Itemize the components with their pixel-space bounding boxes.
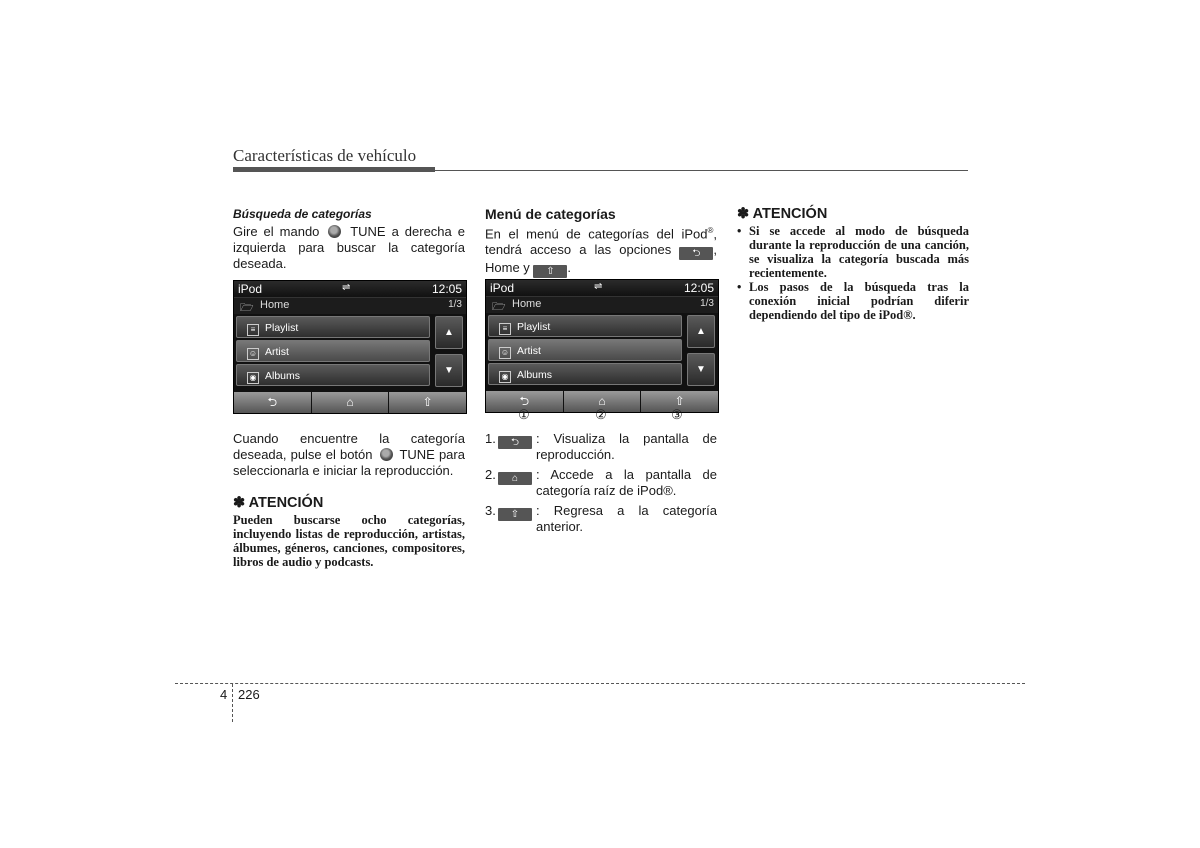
- row-label: Albums: [265, 370, 301, 382]
- scroll-up-button[interactable]: ▲: [687, 315, 715, 348]
- item-number: 1.: [485, 431, 496, 446]
- subtitle: Búsqueda de categorías: [233, 207, 372, 221]
- text: Gire el mando: [233, 224, 320, 239]
- folder-icon: 🗁: [240, 302, 254, 314]
- text: Home y: [485, 260, 530, 276]
- text: TUNE a derecha e izquierda para buscar la categoría deseada.: [233, 224, 465, 271]
- registered-mark: ®: [707, 226, 714, 235]
- back-icon: ⮌: [498, 436, 532, 449]
- screen-home-bar: [486, 296, 718, 313]
- text: En el menú de categorías del iPod: [485, 226, 708, 242]
- scroll-up-button[interactable]: ▲: [435, 316, 463, 349]
- text: .: [567, 260, 572, 276]
- home-button[interactable]: ⌂: [564, 391, 641, 412]
- row-label: Playlist: [517, 321, 551, 333]
- bullet-text: Si se accede al modo de búsqueda durante la reproducción de una canción, se visualiza la categoría buscada más recientemente.: [749, 224, 969, 280]
- callout-1: ①: [518, 407, 530, 422]
- item-text: : Visualiza la pantalla de reproducción.: [536, 431, 717, 462]
- list-item: [485, 467, 717, 499]
- up-folder-icon: ⇧: [533, 265, 567, 278]
- home-label: Home: [512, 298, 542, 310]
- section-heading: Menú de categorías: [485, 206, 616, 222]
- callout-3: ③: [671, 407, 683, 422]
- header-bar: [233, 167, 435, 172]
- clock: 12:05: [431, 282, 462, 296]
- page-header-title: Características de vehículo: [233, 146, 417, 165]
- text: ,: [713, 242, 717, 258]
- usb-icon: ⇌: [594, 281, 603, 292]
- list-item-albums[interactable]: [236, 364, 430, 386]
- scroll-down-button[interactable]: ▼: [435, 354, 463, 387]
- source-label: iPod: [490, 281, 515, 295]
- paragraph-2: [233, 431, 465, 479]
- up-folder-button[interactable]: ⇧: [389, 392, 466, 413]
- warning-bullet-1: [737, 224, 969, 280]
- back-icon: ⮌: [679, 247, 713, 260]
- section-number: 4: [220, 687, 228, 702]
- tune-knob-icon: [380, 448, 393, 461]
- warning-title: ✽ ATENCIÓN: [233, 495, 324, 511]
- legend-list: [485, 427, 717, 535]
- page-indicator: 1/3: [448, 299, 462, 310]
- warning-text: Pueden buscarse ocho categorías, incluyendo listas de reproducción, artistas, álbumes, géneros, canciones, compositores, libros de audio y podcasts.: [233, 513, 465, 569]
- row-label: Playlist: [265, 322, 299, 334]
- list-item-albums[interactable]: [488, 363, 682, 385]
- item-text: : Accede a la pantalla de categoría raíz de iPod®.: [536, 467, 717, 498]
- list-item-playlist[interactable]: [488, 315, 682, 337]
- column-2: [485, 206, 717, 278]
- page-number: 226: [238, 687, 260, 702]
- row-label: Albums: [517, 369, 553, 381]
- home-label: Home: [260, 299, 290, 311]
- usb-icon: ⇌: [342, 282, 351, 293]
- text: Cuando encuentre la categoría deseada, pulse el botón: [233, 431, 465, 462]
- album-icon: ◉: [499, 371, 511, 383]
- page-indicator: 1/3: [700, 298, 714, 309]
- footer-rule: [175, 683, 1025, 684]
- list-item: [485, 431, 717, 463]
- artist-icon: ☺: [248, 349, 258, 358]
- list-item: [485, 503, 717, 535]
- ipod-screen-left: [233, 280, 467, 414]
- home-button[interactable]: ⌂: [312, 392, 389, 413]
- screen-button-bar: [234, 392, 466, 413]
- back-button[interactable]: ⮌: [234, 392, 311, 413]
- up-folder-button[interactable]: ⇧: [641, 391, 718, 412]
- playlist-icon: ≡: [499, 323, 511, 335]
- paragraph-intro: [485, 223, 717, 278]
- folder-icon: 🗁: [492, 301, 506, 313]
- list-item-artist[interactable]: [236, 340, 430, 362]
- playlist-icon: ≡: [247, 324, 259, 336]
- up-folder-icon: ⇧: [498, 508, 532, 521]
- album-icon: ◉: [247, 372, 259, 384]
- bullet: •: [737, 224, 742, 238]
- list-item-artist[interactable]: [488, 339, 682, 361]
- item-text: : Regresa a la categoría anterior.: [536, 503, 717, 534]
- warning-bullet-2: [737, 280, 969, 322]
- row-label: Artist: [517, 345, 541, 357]
- back-button[interactable]: ⮌: [486, 391, 563, 412]
- home-icon: ⌂: [498, 472, 532, 485]
- column-1-lower: [233, 431, 465, 569]
- scroll-down-button[interactable]: ▼: [687, 353, 715, 386]
- artist-icon: ☺: [500, 348, 510, 357]
- callout-2: ②: [595, 407, 607, 422]
- list-item-playlist[interactable]: [236, 316, 430, 338]
- column-3: [737, 206, 969, 322]
- paragraph-1: [233, 224, 465, 272]
- source-label: iPod: [238, 282, 263, 296]
- item-number: 3.: [485, 503, 496, 518]
- column-1: [233, 206, 465, 272]
- text: TUNE para seleccionarla e iniciar la reproducción.: [233, 447, 465, 478]
- clock: 12:05: [683, 281, 714, 295]
- tune-knob-icon: [328, 225, 341, 238]
- screen-status-bar: [486, 280, 718, 296]
- footer-divider: [232, 684, 233, 722]
- screen-status-bar: [234, 281, 466, 297]
- ipod-screen-right: [485, 279, 719, 413]
- item-number: 2.: [485, 467, 496, 482]
- bullet: •: [737, 280, 742, 294]
- row-label: Artist: [265, 346, 289, 358]
- warning-title: ✽ ATENCIÓN: [737, 206, 828, 222]
- screen-home-bar: [234, 297, 466, 314]
- text: , tendrá acceso a las opciones: [485, 226, 717, 258]
- bullet-text: Los pasos de la búsqueda tras la conexión inicial podrían diferir dependiendo del tipo de iPod®.: [749, 280, 969, 322]
